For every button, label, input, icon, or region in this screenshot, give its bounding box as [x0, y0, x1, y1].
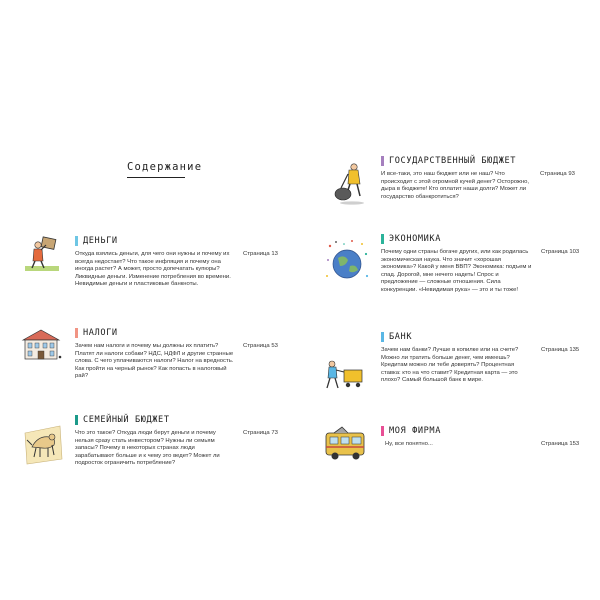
dog-icon — [22, 423, 64, 467]
page-number[interactable]: Страница 53 — [243, 343, 278, 349]
person-with-sack-icon — [330, 160, 372, 206]
section-marker — [381, 332, 384, 342]
section-title: ГОСУДАРСТВЕННЫЙ БЮДЖЕТ — [389, 156, 517, 166]
section-marker — [75, 415, 78, 425]
section-marker — [381, 156, 384, 166]
page-number[interactable]: Страница 153 — [541, 441, 580, 447]
section-title: СЕМЕЙНЫЙ БЮДЖЕТ — [83, 415, 170, 425]
section-description: Откуда взялись деньги, для чего они нужны и почему их всегда недостает? Что такое инфляция и почему она иногда растет? А может, просто допечатать купюры? Ликвидные деньги. Изменение потребления во времени. Невидимые деньги и пластиковые банкноты. — [75, 251, 231, 288]
van-icon — [322, 425, 372, 465]
toc-title-underline — [127, 177, 185, 178]
section-description: Ну, все понятно... — [385, 441, 433, 447]
section-my-firm[interactable] — [381, 425, 579, 449]
section-money[interactable] — [75, 235, 278, 289]
toc-title: Содержание — [127, 161, 203, 173]
page-number[interactable]: Страница 103 — [541, 249, 580, 255]
section-title: ЭКОНОМИКА — [389, 234, 441, 244]
section-economy[interactable] — [381, 233, 579, 295]
section-description: Зачем нам налоги и почему мы должны их платить? Платят ли налоги собаки? НДС, НДФЛ и другие странные слова. С чего уплачиваются налоги? Налог на вредность. Как пройти на черный рынок? Как попасть в налоговый рай? — [75, 343, 234, 380]
section-bank[interactable] — [381, 331, 579, 385]
section-marker — [75, 236, 78, 246]
page-number[interactable]: Страница 93 — [540, 171, 575, 177]
person-carrying-box-icon — [22, 233, 62, 273]
section-description: Зачем нам банки? Лучше в копилке или на счете? Можно ли тратить больше денег, чем имеешь? Кредитам можно ли тебе доверять? Процентная ставка: кто на что ставит? Кредитная карта — это плохо? Самый большой банк в мире. — [381, 347, 519, 384]
globe-icon — [322, 236, 372, 286]
house-icon — [20, 327, 62, 363]
section-marker — [75, 328, 78, 338]
section-state-budget[interactable] — [381, 155, 575, 201]
section-title: БАНК — [389, 332, 413, 342]
section-marker — [381, 426, 384, 436]
page-number[interactable]: Страница 13 — [243, 251, 278, 257]
section-family-budget[interactable] — [75, 414, 278, 468]
section-title: ДЕНЬГИ — [83, 236, 118, 246]
section-description: Почему одни страны богаче других, или как родилась экономическая наука. Что значит «хорошая экономика»? Какой у меня ВВП? Экономика: подъем и спад. Дорогой, мне нечего надеть! Спрос и предложение — сложные отношения. Сила конкуренции. «Невидимая рука» — это и ты тоже! — [381, 249, 532, 293]
section-description: И все-таки, это наш бюджет или не наш? Что происходит с этой огромной кучей денег? Осторожно, дыра в бюджете! Кто оплатит наши долги? Может ли государство обанкротиться? — [381, 171, 530, 200]
section-marker — [381, 234, 384, 244]
section-title: НАЛОГИ — [83, 328, 118, 338]
section-description: Что это такое? Откуда люди берут деньги и почему нельзя сразу стать инвестором? Нужны ли семьям запасы? Почему в некоторых странах люди зарабатывают больше и к чему это ведет? Может ли подросток ограничить потребление? — [75, 430, 220, 467]
section-title: МОЯ ФИРМА — [389, 426, 441, 436]
page-number[interactable]: Страница 73 — [243, 430, 278, 436]
page-number[interactable]: Страница 135 — [541, 347, 580, 353]
person-with-cart-icon — [322, 358, 370, 392]
section-taxes[interactable] — [75, 327, 278, 381]
